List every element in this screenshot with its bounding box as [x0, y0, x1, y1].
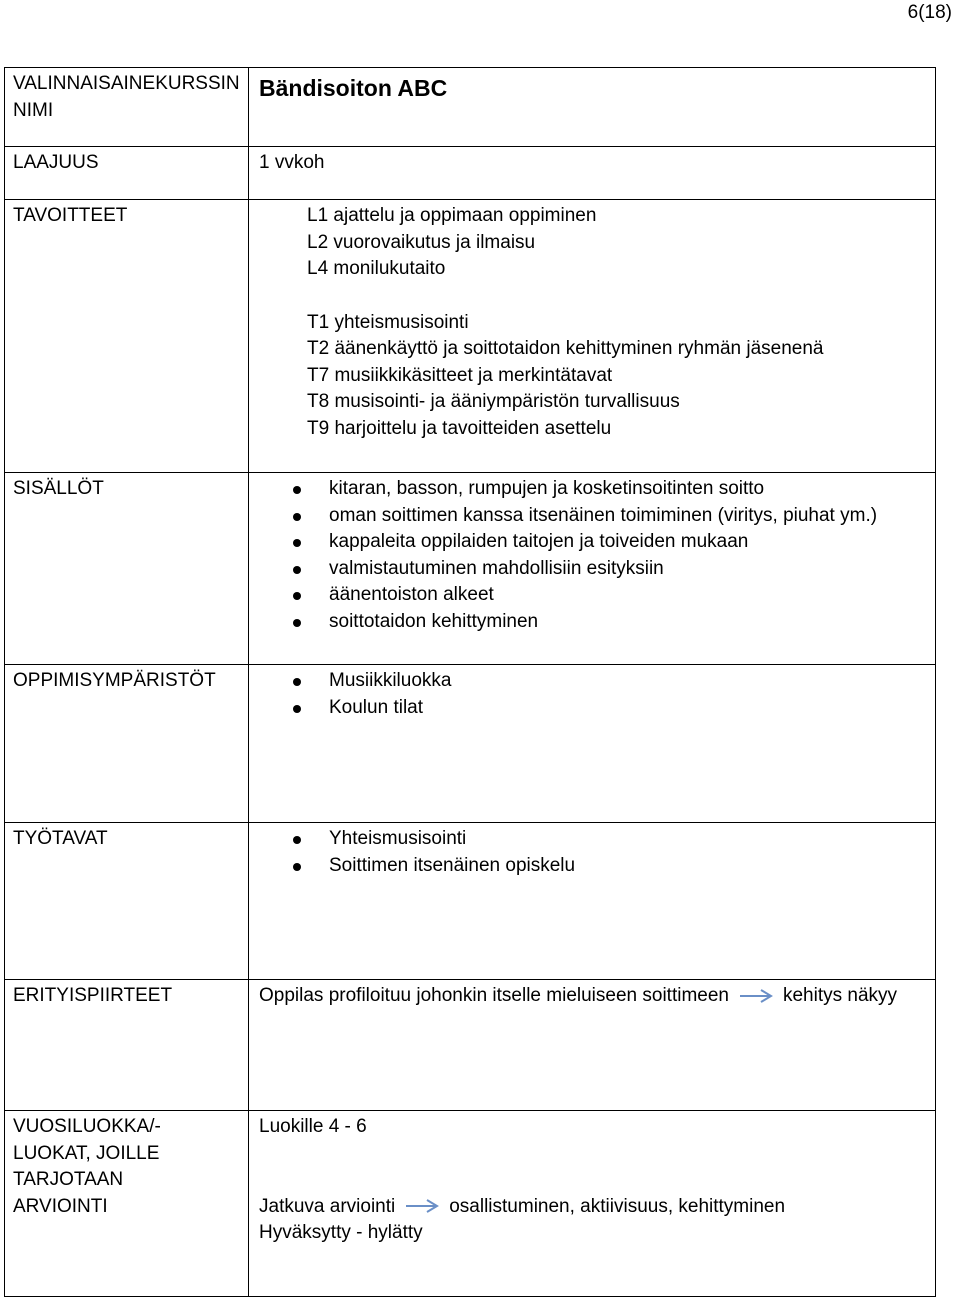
assessment-line-2: Hyväksytty - hylätty: [259, 1222, 423, 1243]
row-special: [5, 980, 936, 1111]
list-item: soittotaidon kehittyminen: [259, 609, 925, 636]
label-scope: LAAJUUS: [5, 147, 249, 200]
list-item: Musiikkiluokka: [259, 668, 925, 695]
course-title: Bändisoiton ABC: [259, 75, 448, 101]
course-table: [4, 67, 936, 1297]
arrow-right-icon: [405, 1198, 439, 1214]
goals-cell: [249, 200, 936, 473]
row-assessment: [5, 1194, 936, 1297]
goal-item: T9 harjoittelu ja tavoitteiden asettelu: [307, 417, 612, 439]
label-goals: TAVOITTEET: [5, 200, 249, 473]
grades-value: Luokille 4 - 6: [249, 1111, 936, 1194]
methods-list: [259, 826, 925, 879]
goals-group-transversal: [259, 203, 925, 283]
goal-item: L1 ajattelu ja oppimaan oppiminen: [307, 205, 597, 226]
list-item: Koulun tilat: [259, 695, 925, 722]
row-goals: [5, 200, 936, 473]
special-cell: [249, 980, 936, 1111]
goal-item: T8 musisointi- ja ääniympäristön turvallisuus: [307, 391, 680, 412]
assessment-cell: [249, 1194, 936, 1297]
list-item: kitaran, basson, rumpujen ja kosketinsoitinten soitto: [259, 476, 925, 503]
assessment-text: Jatkuva arviointi: [259, 1195, 396, 1217]
goal-item: L4 monilukutaito: [307, 258, 446, 279]
list-item: äänentoiston alkeet: [259, 582, 925, 609]
arrow-right-icon: [739, 988, 773, 1004]
row-grades: [5, 1111, 936, 1194]
label-assessment: ARVIOINTI: [5, 1194, 249, 1297]
list-item: Soittimen itsenäinen opiskelu: [259, 853, 925, 880]
label-course-name: VALINNAISAINEKURSSIN NIMI: [5, 68, 249, 147]
label-contents: SISÄLLÖT: [5, 473, 249, 665]
label-grades: VUOSILUOKKA/- LUOKAT, JOILLE TARJOTAAN: [5, 1111, 249, 1194]
row-methods: [5, 823, 936, 980]
label-methods: TYÖTAVAT: [5, 823, 249, 980]
contents-list: [259, 476, 925, 635]
methods-cell: [249, 823, 936, 980]
goal-item: T7 musiikkikäsitteet ja merkintätavat: [307, 364, 613, 386]
list-item: Yhteismusisointi: [259, 826, 925, 853]
row-environments: [5, 665, 936, 823]
goal-item: T2 äänenkäyttö ja soittotaidon kehittyminen ryhmän jäsenenä: [307, 338, 824, 359]
label-special: ERITYISPIIRTEET: [5, 980, 249, 1111]
course-title-cell: [249, 68, 936, 147]
special-text: Oppilas profiloituu johonkin itselle mieluiseen soittimeen: [259, 985, 729, 1006]
goals-group-subject: [259, 310, 925, 443]
environments-cell: [249, 665, 936, 823]
list-item: valmistautuminen mahdollisiin esityksiin: [259, 556, 925, 583]
list-item: kappaleita oppilaiden taitojen ja toiveiden mukaan: [259, 529, 925, 556]
assessment-line-1: [259, 1194, 925, 1221]
goal-item: T1 yhteismusisointi: [307, 311, 469, 333]
goal-item: L2 vuorovaikutus ja ilmaisu: [307, 231, 536, 253]
contents-cell: [249, 473, 936, 665]
row-contents: [5, 473, 936, 665]
row-scope: [5, 147, 936, 200]
list-item: oman soittimen kanssa itsenäinen toimiminen (viritys, piuhat ym.): [259, 503, 925, 530]
row-course-name: [5, 68, 936, 147]
label-environments: OPPIMISYMPÄRISTÖT: [5, 665, 249, 823]
environments-list: [259, 668, 925, 721]
assessment-criteria: osallistuminen, aktiivisuus, kehittyminen: [449, 1195, 786, 1217]
page-number: 6(18): [907, 2, 952, 23]
special-result: kehitys näkyy: [782, 985, 898, 1006]
scope-value: 1 vvkoh: [249, 147, 936, 200]
